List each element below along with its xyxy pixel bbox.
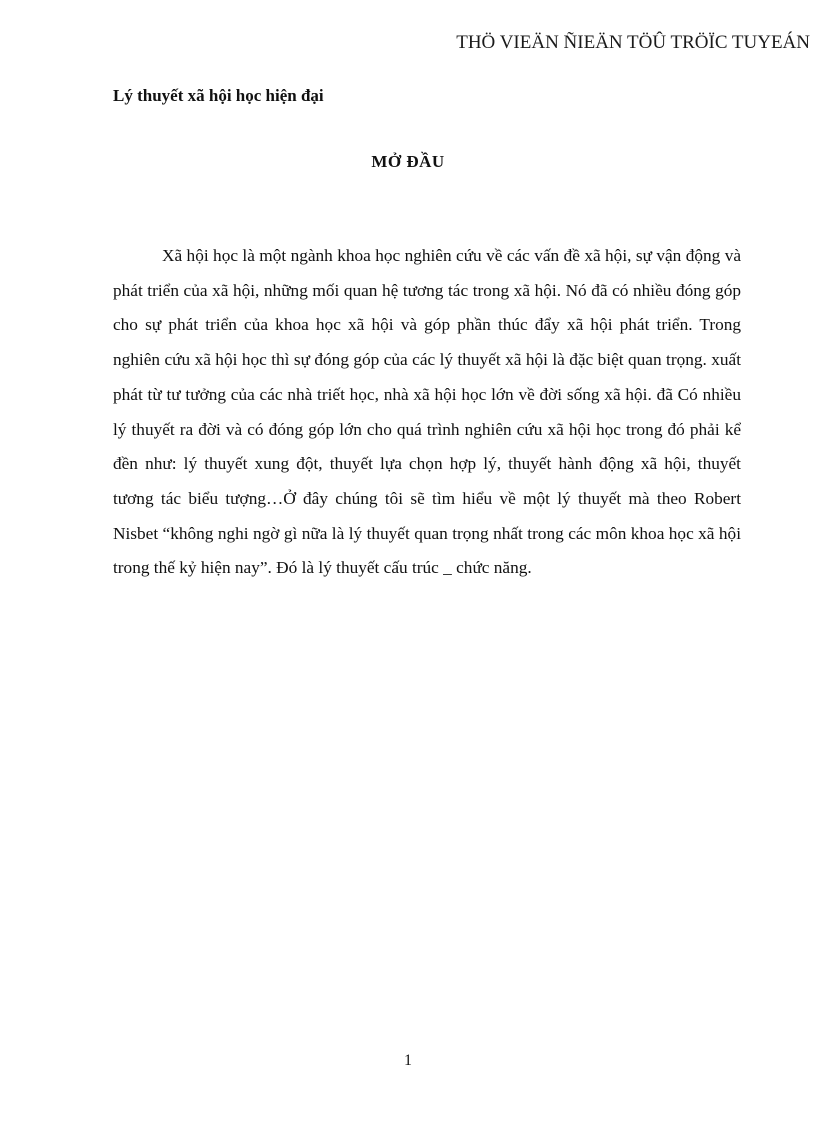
document-title: Lý thuyết xã hội học hiện đại bbox=[113, 86, 324, 105]
page-number: 1 bbox=[404, 1052, 412, 1069]
library-header: THÖ VIEÄN ÑIEÄN TÖÛ TRÖÏC TUYEÁN bbox=[456, 32, 810, 53]
body-paragraph: Xã hội học là một ngành khoa học nghiên cứu về các vấn đề xã hội, sự vận động và phát triển của xã hội, những mối quan hệ tương tác trong xã hội. Nó đã có nhiều đóng góp cho sự phát triển của khoa học xã hội và góp phần thúc đẩy xã hội phát triển. Trong nghiên cứu xã hội học thì sự đóng góp của các lý thuyết xã hội là đặc biệt quan trọng. xuất phát từ tư tưởng của các nhà triết học, nhà xã hội học lớn về đời sống xã hội. đã Có nhiều lý thuyết ra đời và có đóng góp lớn cho quá trình nghiên cứu xã hội học trong đó phải kể đền như: lý thuyết xung đột, thuyết lựa chọn hợp lý, thuyết hành động xã hội, thuyết tương tác biểu tượng…Ở đây chúng tôi sẽ tìm hiểu về một lý thuyết mà theo Robert Nisbet “không nghi ngờ gì nữa là lý thuyết quan trọng nhất trong các môn khoa học xã hội trong thế kỷ hiện nay”. Đó là lý thuyết cấu trúc _ chức năng. bbox=[113, 246, 741, 578]
section-heading: MỞ ĐẦU bbox=[371, 152, 445, 171]
